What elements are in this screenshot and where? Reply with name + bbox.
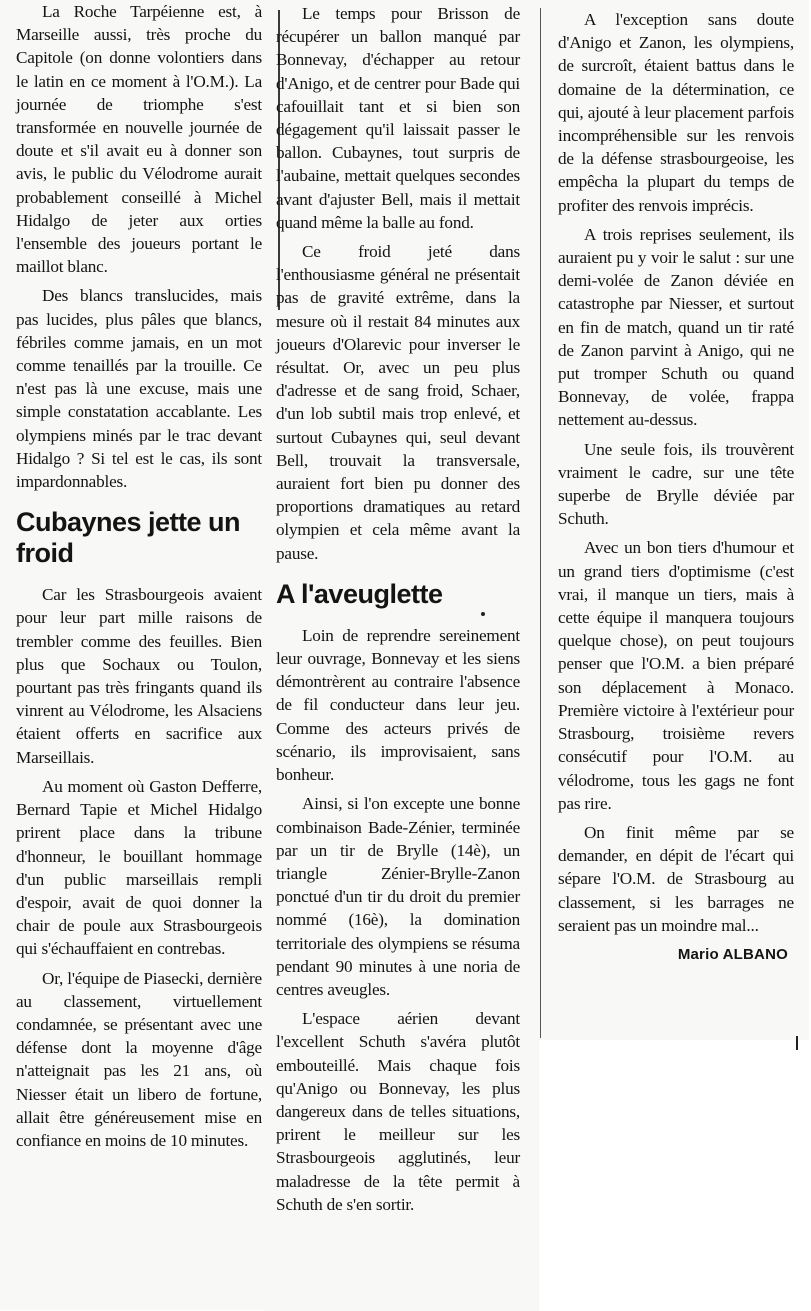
paragraph: Loin de reprendre sereinement leur ouvrage, Bonnevay et les siens démontrèrent au contraire l'absence de fil conducteur dans leur jeu. Comme des acteurs privés de scénario, ils improvisaient, sans bonheur. <box>276 625 520 785</box>
section-heading: A l'aveuglette <box>276 578 443 609</box>
paragraph: On finit même par se demander, en dépit de l'écart qui sépare l'O.M. de Strasbourg au classement, si les barrages ne seraient pas un moindre mal... <box>558 822 794 935</box>
paragraph: Car les Strasbourgeois avaient pour leur part mille raisons de trembler comme des feuilles. Bien plus que Sochaux ou Toulon, pourtant pas très fringants quand ils vinrent au Vélodrome, les Alsaciens étaient offerts en sacrifice aux Marseillais. <box>16 585 262 767</box>
article-column-3 <box>558 8 794 966</box>
author-signature: Mario ALBANO <box>677 945 788 963</box>
paragraph: Avec un bon tiers d'humour et un grand tiers d'optimisme (c'est vrai, il manque un tiers, mais à cette équipe il manquera toujours quelque chose), on peut toujours penser que l'O.M. a bien préparé son déplacement à Monaco. Première victoire à l'extérieur pour Strasbourg, troisième revers consécutif pour l'O.M. au vélodrome, tous les gags ne font pas rire. <box>558 538 794 813</box>
section-heading: Cubaynes jette un froid <box>16 507 241 569</box>
paragraph: Ce froid jeté dans l'enthousiasme général ne présentait pas de gravité extrême, dans la mesure où il restait 84 minutes aux joueurs d'Olarevic pour inverser le résultat. Or, avec un peu plus d'adresse et de sang froid, Schaer, d'un lob subtil mais trop enlevé, et surtout Cubaynes qui, seul devant Bell, trouvait la transversale, auraient fort bien pu donner des proportions dramatiques au retard olympien et cela même avant la pause. <box>276 242 520 563</box>
paragraph: A trois reprises seulement, ils auraient pu y voir le salut : sur une demi-volée de Zanon déviée en catastrophe par Niesser, et surtout en fin de match, quand un tir raté de Zanon parvint à Anigo, qui ne put tromper Schuth ou quand Bonnevay, de volée, frappa nettement au-dessus. <box>558 224 794 430</box>
column-rule <box>540 8 541 1038</box>
paragraph: A l'exception sans doute d'Anigo et Zanon, les olympiens, de surcroît, étaient battus dans le domaine de la détermination, ce qui, ajouté à leur placement parfois incompréhensible sur les renvois de la défense strasbourgeoise, les empêcha la plupart du temps de profiter des renvois imprécis. <box>558 10 794 215</box>
paragraph: La Roche Tarpéienne est, à Marseille aussi, très proche du Capitole (on donne volontiers dans le latin en ce moment à l'O.M.). La journée de triomphe s'est transformée en nouvelle journée de doute et s'il avait eu à donner son avis, le public du Vélodrome aurait probablement conseillé à Michel Hidalgo de jeter aux orties l'ensemble des joueurs portant le maillot blanc. <box>16 2 262 277</box>
paragraph: Au moment où Gaston Defferre, Bernard Tapie et Michel Hidalgo prirent place dans la tribune d'honneur, le bouillant hommage d'un public marseillais rempli d'espoir, avait de quoi donner la chair de poule aux Strasbourgeois qui s'échauffaient en contrebas. <box>16 776 262 959</box>
paragraph: Une seule fois, ils trouvèrent vraiment le cadre, sur une tête superbe de Brylle déviée par Schuth. <box>558 439 794 529</box>
paragraph: L'espace aérien devant l'excellent Schuth s'avéra plutôt embouteillé. Mais chaque fois qu'Anigo ou Bonnevay, les plus dangereux dans de telles situations, prirent le meilleur sur les Strasbourgeois agglutinés, leur maladresse de la tête permit à Schuth de s'en sortir. <box>276 1009 520 1214</box>
paragraph: Le temps pour Brisson de récupérer un ballon manqué par Bonnevay, d'échapper au retour d'Anigo, et de centrer pour Bade qui cafouillait tant et si bien son dégagement qu'il laissait passer le ballon. Cubaynes, tout surpris de l'aubaine, mettait quelques secondes avant d'ajuster Bell, mais il mettait quand même la balle au fond. <box>276 4 520 232</box>
article-column-2 <box>276 2 520 1222</box>
article-column-1 <box>16 0 262 1158</box>
signature-rule <box>796 1036 798 1050</box>
paragraph: Or, l'équipe de Piasecki, dernière au classement, virtuellement condamnée, se présentant avec une défense dont la moyenne d'âge n'atteignait pas les 21 ans, où Niesser était un libero de fortune, allait être généreusement mise en confiance en moins de 10 minutes. <box>16 968 262 1150</box>
paragraph: Ainsi, si l'on excepte une bonne combinaison Bade-Zénier, terminée par un tir de Brylle (14è), un triangle Zénier-Brylle-Zanon ponctué d'un tir du droit du premier nommé (16è), la domination territoriale des olympiens se résuma pendant 90 minutes à une noria de centres aveugles. <box>276 794 520 999</box>
paragraph: Des blancs translucides, mais pas lucides, plus pâles que blancs, fébriles comme jamais, en un mot comme tenaillés par la trouille. Ce n'est pas là une excuse, mais une simple constatation accablante. Les olympiens minés par le trac devant Hidalgo ? Si tel est le cas, ils sont impardonnables. <box>16 286 262 492</box>
